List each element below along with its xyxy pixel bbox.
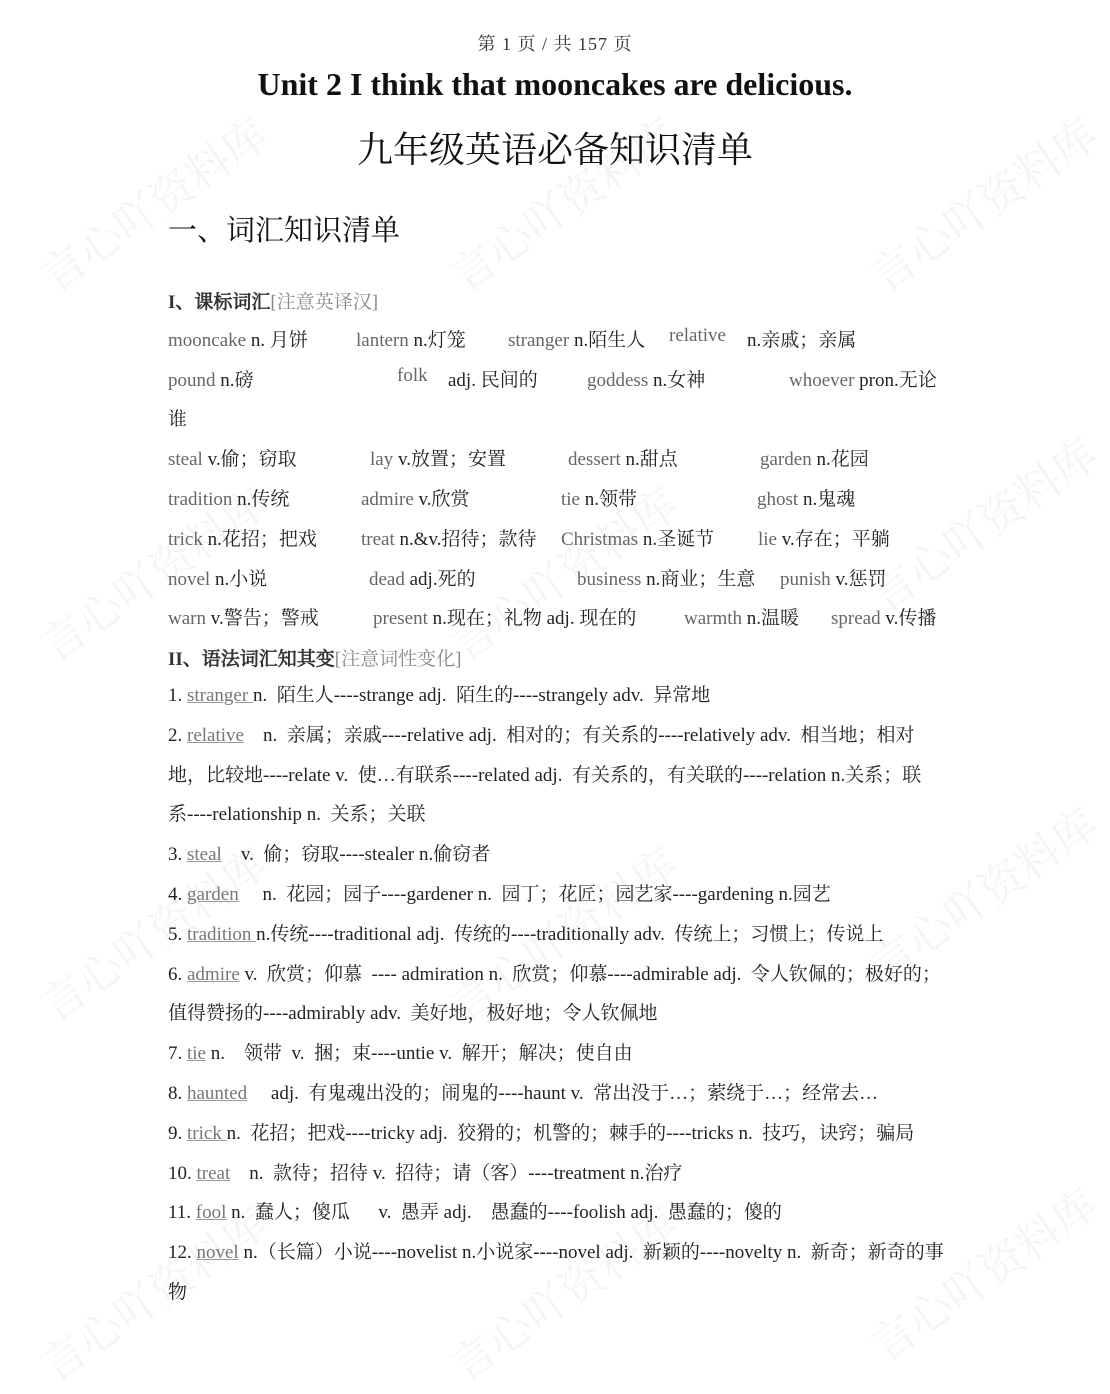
grammar-item (168, 716, 944, 835)
part1-heading (168, 287, 378, 314)
vocab-item (168, 564, 267, 591)
vocab-definition: n.亲戚；亲属 (747, 330, 857, 351)
vocab-word: lie (758, 529, 777, 550)
grammar-derivations: n. 领带 v. 捆；束----untie v. 解开；解决；使自由 (206, 1043, 633, 1065)
grammar-word: novel (196, 1242, 239, 1264)
vocab-definition: n.甜点 (620, 449, 678, 470)
vocab-definition: v.偷；窃取 (202, 449, 297, 470)
vocab-item (760, 444, 869, 471)
vocab-word: Christmas (561, 529, 639, 550)
grammar-item (168, 1114, 944, 1154)
vocab-item (780, 564, 886, 591)
vocab-word: dessert (568, 449, 621, 470)
grammar-number: 3. (168, 844, 187, 866)
grammar-number: 5. (168, 923, 187, 945)
vocab-word: novel (168, 569, 211, 590)
vocab-item (758, 524, 890, 551)
grammar-word: stranger (187, 685, 253, 706)
vocab-definition: n.女神 (648, 370, 706, 391)
section-heading: 一、词汇知识清单 (168, 215, 401, 247)
vocab-item (561, 524, 714, 551)
vocab-item (168, 484, 289, 511)
grammar-item (168, 875, 944, 915)
document-title: Unit 2 I think that mooncakes are delicious. (257, 66, 853, 102)
vocab-item (373, 603, 636, 630)
vocab-definition: n.传统 (232, 489, 290, 510)
grammar-word: admire (187, 963, 240, 985)
watermark-text (856, 420, 1109, 624)
vocab-item (669, 325, 726, 347)
vocab-definition: v.警告；警戒 (205, 608, 319, 629)
vocab-word: mooncake (168, 330, 247, 351)
vocab-word: warn (168, 608, 206, 629)
grammar-list (168, 676, 944, 1313)
vocab-word: goddess (587, 370, 649, 391)
grammar-number: 1. (168, 685, 187, 706)
vocab-definition: n.花园 (811, 449, 869, 470)
vocab-item (508, 325, 645, 352)
vocab-word: tie (561, 489, 580, 510)
vocab-item (361, 524, 537, 551)
vocab-item (361, 484, 470, 511)
vocab-item (789, 365, 937, 392)
vocab-word: warmth (684, 608, 743, 629)
vocab-definition: n.磅 (215, 370, 254, 391)
vocab-definition: v.传播 (880, 608, 937, 629)
vocab-word: admire (361, 489, 414, 510)
vocab-definition: pron.无论 (854, 370, 937, 391)
vocab-word: steal (168, 449, 203, 470)
grammar-item (168, 955, 944, 1035)
vocab-definition: n.灯笼 (408, 330, 466, 351)
grammar-item (168, 1193, 944, 1233)
document-subtitle: 九年级英语必备知识清单 (356, 130, 753, 170)
vocab-item (168, 365, 254, 392)
grammar-number: 8. (168, 1082, 187, 1104)
grammar-derivations: n.传统----traditional adj. 传统的----traditionally adv. 传统上；习惯上；传说上 (256, 923, 884, 945)
grammar-item (168, 1074, 944, 1114)
grammar-derivations: n. 花招；把戏----tricky adj. 狡猾的；机警的；棘手的----tricks n. 技巧，诀窍；骗局 (226, 1122, 915, 1144)
vocab-item (369, 564, 476, 591)
grammar-number: 2. (168, 724, 187, 746)
vocab-definition: n.温暖 (742, 608, 800, 629)
vocab-item (397, 365, 428, 387)
vocab-definition: n.现在；礼物 adj. 现在的 (427, 608, 637, 629)
part1-heading-text: I、课标词汇 (168, 292, 271, 313)
grammar-word: relative (187, 724, 244, 746)
grammar-word: haunted (187, 1082, 248, 1104)
vocab-item (577, 564, 755, 591)
part2-heading (168, 644, 461, 671)
grammar-number: 6. (168, 963, 187, 985)
grammar-number: 11. (168, 1202, 196, 1224)
grammar-item (168, 1233, 944, 1313)
vocab-word: relative (669, 325, 726, 346)
vocab-item (684, 603, 799, 630)
grammar-word: garden (187, 883, 239, 905)
vocab-word: treat (361, 529, 395, 550)
part2-note: [注意词性变化] (334, 649, 462, 670)
vocab-word: dead (369, 569, 405, 590)
vocab-word: business (577, 569, 642, 590)
vocab-definition: n.花招；把戏 (202, 529, 317, 550)
vocab-word: stranger (508, 330, 570, 351)
vocab-word: tradition (168, 489, 233, 510)
grammar-number: 10. (168, 1162, 197, 1184)
grammar-word: fool (195, 1202, 227, 1224)
vocab-definition: 谁 (168, 409, 188, 430)
vocab-item (168, 444, 297, 471)
vocab-word: punish (780, 569, 831, 590)
vocab-item (448, 365, 538, 392)
vocab-definition: n.小说 (210, 569, 268, 590)
vocab-item (168, 325, 308, 352)
vocab-definition: n.商业；生意 (641, 569, 756, 590)
grammar-word: tradition (187, 923, 257, 945)
vocab-word: lantern (356, 330, 409, 351)
grammar-number: 9. (168, 1122, 187, 1144)
vocab-item (356, 325, 466, 352)
vocab-definition: adj. 民间的 (448, 370, 538, 391)
grammar-number: 4. (168, 883, 187, 905)
vocab-definition: n.圣诞节 (638, 529, 715, 550)
grammar-word: steal (187, 844, 222, 866)
vocab-definition: adj.死的 (404, 569, 476, 590)
vocab-item (568, 444, 678, 471)
grammar-derivations: n. 花园；园子----gardener n. 园丁；花匠；园艺家----gardening n.园艺 (238, 883, 831, 905)
part2-heading-text: II、语法词汇知其变 (168, 649, 335, 670)
grammar-word: treat (196, 1162, 231, 1184)
vocab-definition: v.放置；安置 (393, 449, 506, 470)
vocab-word: spread (831, 608, 881, 629)
grammar-derivations: n. 款待；招待 v. 招待；请（客）----treatment n.治疗 (230, 1162, 683, 1184)
vocab-item (831, 603, 936, 630)
vocab-word: whoever (789, 370, 855, 391)
grammar-item (168, 1154, 944, 1194)
vocab-item (757, 484, 855, 511)
grammar-item (168, 1034, 944, 1074)
grammar-item (168, 676, 944, 716)
vocab-word: trick (168, 529, 203, 550)
grammar-derivations: adj. 有鬼魂出没的；闹鬼的----haunt v. 常出没于…；萦绕于…；经常去… (247, 1082, 879, 1104)
grammar-derivations: n. 陌生人----strange adj. 陌生的----strangely adv. 异常地 (252, 685, 711, 706)
grammar-number: 12. (168, 1242, 197, 1264)
vocab-item (587, 365, 705, 392)
vocab-definition: n.鬼魂 (798, 489, 856, 510)
vocab-word: ghost (757, 489, 799, 510)
vocab-word: garden (760, 449, 812, 470)
vocab-definition: n.领带 (580, 489, 638, 510)
vocab-item (168, 404, 187, 431)
vocab-item (370, 444, 506, 471)
vocab-item (747, 325, 856, 352)
grammar-derivations: v. 偷；窃取----stealer n.偷窃者 (221, 844, 491, 866)
vocab-definition: v.欣赏 (413, 489, 470, 510)
grammar-number: 7. (168, 1043, 187, 1065)
vocab-definition: n.&v.招待；款待 (394, 529, 537, 550)
vocab-definition: v.惩罚 (830, 569, 887, 590)
grammar-word: trick (187, 1122, 227, 1144)
vocab-item (168, 603, 319, 630)
vocab-word: lay (370, 449, 394, 470)
grammar-derivations: v. 欣赏；仰慕 ---- admiration n. 欣赏；仰慕----admirable adj. 令人钦佩的；极好的；值得赞扬的----admirably adv. 美好地，极好地；令人钦佩地 (168, 963, 941, 1025)
grammar-derivations: n.（长篇）小说----novelist n.小说家----novel adj. 新颖的----novelty n. 新奇；新奇的事物 (168, 1242, 944, 1303)
vocab-definition: n.陌生人 (569, 330, 646, 351)
vocab-word: folk (397, 365, 428, 386)
page-indicator: 第 1 页 / 共 157 页 (477, 34, 633, 54)
grammar-word: tie (187, 1043, 206, 1065)
grammar-derivations: n. 蠢人；傻瓜 v. 愚弄 adj. 愚蠢的----foolish adj. 愚蠢的；傻的 (226, 1202, 782, 1224)
grammar-item (168, 835, 944, 875)
vocab-definition: v.存在；平躺 (777, 529, 890, 550)
vocab-item (561, 484, 637, 511)
vocab-word: pound (168, 370, 216, 391)
vocab-item (168, 524, 317, 551)
grammar-item (168, 915, 944, 955)
vocab-word: present (373, 608, 428, 629)
vocab-definition: n. 月饼 (246, 330, 308, 351)
grammar-derivations: n. 亲属；亲戚----relative adj. 相对的；有关系的----relatively adv. 相当地；相对地，比较地----relate v. 使…有联系----related adj. 有关系的，有关联的----relation n.关系；联系----relationship n. 关系；关联 (168, 724, 922, 826)
part1-note: [注意英译汉] (270, 292, 379, 313)
